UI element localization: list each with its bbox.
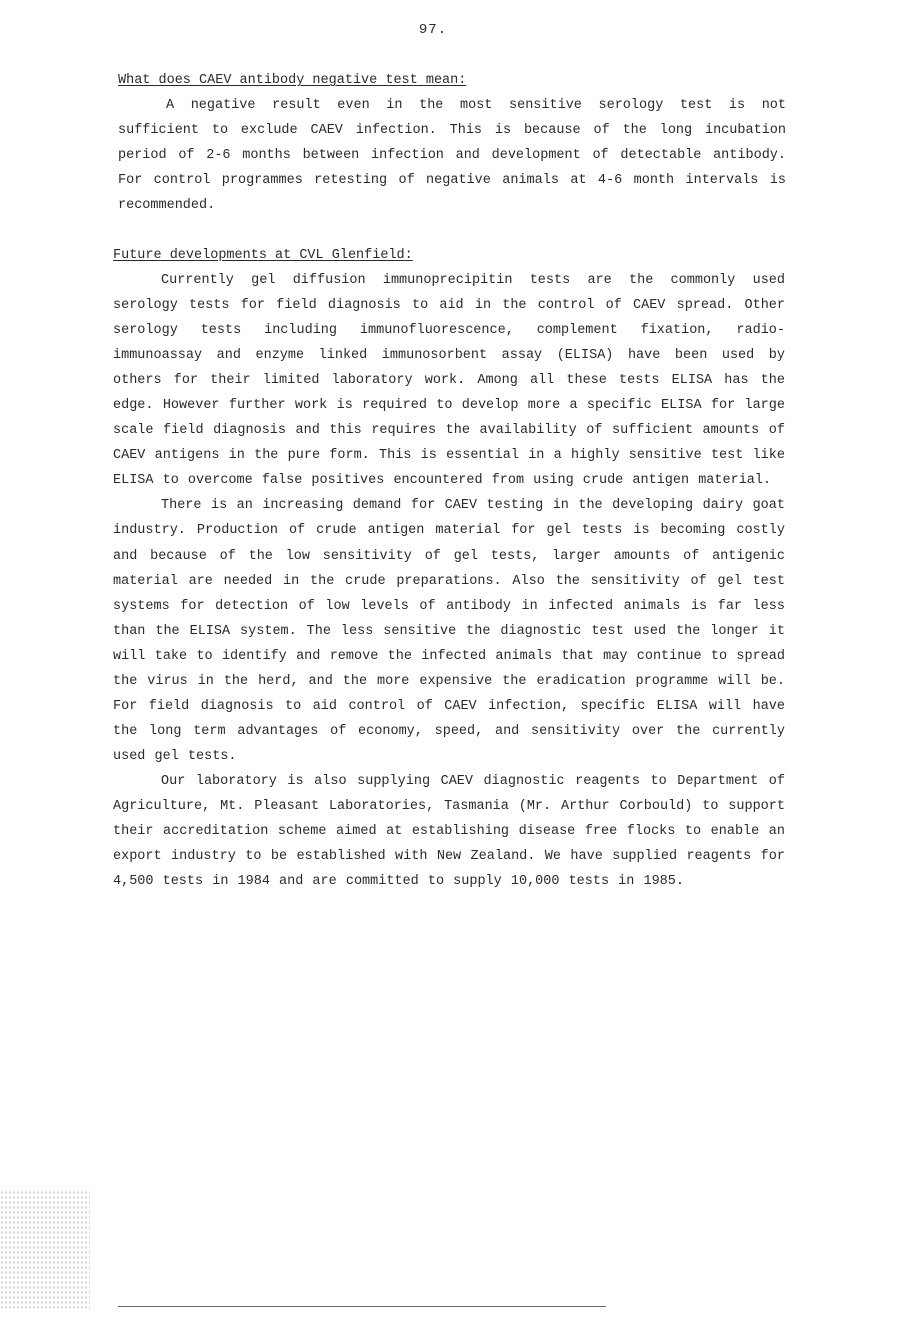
footer-rule xyxy=(118,1306,606,1307)
section-heading: What does CAEV antibody negative test mean: xyxy=(118,73,467,88)
scan-noise xyxy=(0,1190,90,1310)
section-heading: Future developments at CVL Glenfield: xyxy=(113,248,413,263)
paragraph: There is an increasing demand for CAEV testing in the developing dairy goat industry. Production of crude antigen material for gel tests is becoming costly and because of the low sensitivity of gel tests, larger amounts of antigenic material are needed in the crude preparations. Also the sensitivity of gel test systems for detection of low levels of antibody in infected animals is far less than the ELISA system. The less sensitive the diagnostic test used the longer it will take to identify and remove the infected animals that may continue to spread the virus in the herd, and the more expensive the eradication programme will be. For field diagnosis to aid control of CAEV infection, specific ELISA will have the long term advantages of economy, speed, and sensitivity over the currently used gel tests. xyxy=(113,498,785,764)
paragraph: Our laboratory is also supplying CAEV diagnostic reagents to Department of Agriculture, Mt. Pleasant Laboratories, Tasmania (Mr. Arthur Corbould) to support their accreditation scheme aimed at establishing disease free flocks to enable an export industry to be established with New Zealand. We have supplied reagents for 4,500 tests in 1984 and are committed to supply 10,000 tests in 1985. xyxy=(113,773,785,890)
paragraph: Currently gel diffusion immunoprecipitin tests are the commonly used serology tests for field diagnosis to aid in the control of CAEV spread. Other serology tests including immunofluorescence, complement fixation, radio-immunoassay and enzyme linked immunosorbent assay (ELISA) have been used by others for their limited laboratory work. Among all these tests ELISA has the edge. However further work is required to develop more a specific ELISA for large scale field diagnosis and this requires the availability of sufficient amounts of CAEV antigens in the pure form. This is essential in a highly sensitive test like ELISA to overcome false positives encountered from using crude antigen material. xyxy=(113,273,785,489)
paragraph: A negative result even in the most sensitive serology test is not sufficient to exclude CAEV infection. This is because of the long incubation period of 2-6 months between infection and development of detectable antibody. For control programmes retesting of negative animals at 4-6 month intervals is recommended. xyxy=(118,98,786,214)
section-negative-test xyxy=(118,68,786,218)
section-future-developments xyxy=(113,243,785,894)
page-number: 97. xyxy=(418,22,448,38)
